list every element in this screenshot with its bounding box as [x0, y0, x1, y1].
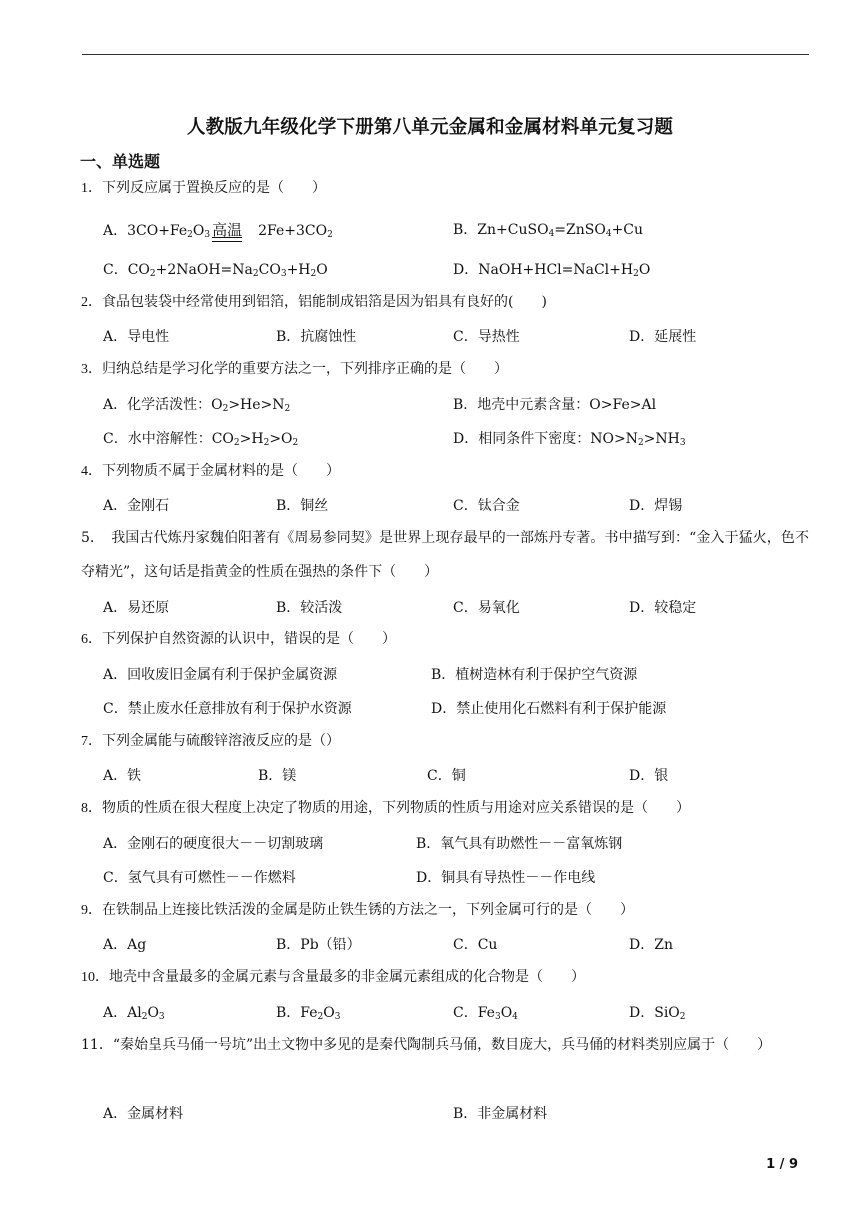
- option-4c: C．钛合金: [453, 498, 520, 514]
- option-9d: D．Zn: [629, 937, 673, 953]
- option-2b: B．抗腐蚀性: [276, 329, 357, 345]
- option-2a: A．导电性: [103, 329, 170, 345]
- option-7d: D．银: [629, 768, 669, 784]
- question-7: 7．下列金属能与硫酸锌溶液反应的是（）: [81, 733, 340, 749]
- option-10b: B．$Fe_2O_3$: [276, 1005, 341, 1022]
- option-8c: C．氢气具有可燃性－－作燃料: [103, 870, 296, 886]
- option-9c: C．Cu: [453, 937, 498, 953]
- question-10: 10．地壳中含量最多的金属元素与含量最多的非金属元素组成的化合物是（ ）: [81, 969, 585, 985]
- option-2d: D．延展性: [629, 329, 697, 345]
- page-number: 1 / 9: [766, 1157, 798, 1172]
- option-8a: A．金刚石的硬度很大－－切割玻璃: [103, 836, 324, 852]
- question-9: 9．在铁制品上连接比铁活泼的金属是防止铁生锈的方法之一，下列金属可行的是（ ）: [81, 902, 634, 918]
- option-3a: A．化学活泼性：$O_2>He>N_2$: [103, 397, 291, 414]
- reaction-condition: 高温: [212, 221, 243, 239]
- option-6c: C．禁止废水任意排放有利于保护水资源: [103, 701, 352, 717]
- header-rule: [82, 54, 809, 55]
- question-1: 1．下列反应属于置换反应的是（ ）: [81, 180, 326, 196]
- option-9b: B．Pb（铅）: [276, 937, 361, 953]
- option-5a: A．易还原: [103, 600, 170, 616]
- option-10c: C．$Fe_3O_4$: [453, 1005, 518, 1022]
- option-10a: A．$Al_2O_3$: [103, 1005, 165, 1022]
- option-9a: A．Ag: [103, 937, 147, 953]
- question-6: 6．下列保护自然资源的认识中，错误的是（ ）: [81, 631, 396, 647]
- option-7b: B．镁: [258, 768, 297, 784]
- option-11a: A．金属材料: [103, 1106, 184, 1122]
- option-3c: C．水中溶解性：$CO_2>H_2>O_2$: [103, 431, 299, 448]
- option-5d: D．较稳定: [629, 600, 697, 616]
- question-2: 2．食品包装袋中经常使用到铝箔，铝能制成铝箔是因为铝具有良好的( ): [81, 294, 547, 310]
- option-1d: D．$NaOH+HCl=NaCl+H_2O$: [453, 262, 651, 279]
- option-6b: B．植树造林有利于保护空气资源: [431, 667, 638, 683]
- option-1b: B．Zn+CuSO$_4$=ZnSO$_4$+Cu: [453, 222, 644, 239]
- option-4a: A．金刚石: [103, 498, 170, 514]
- option-10d: D．SiO$_2$: [629, 1005, 686, 1022]
- option-3b: B．地壳中元素含量：O>Fe>Al: [453, 397, 657, 413]
- question-3: 3．归纳总结是学习化学的重要方法之一，下列排序正确的是（ ）: [81, 361, 508, 377]
- option-7c: C．铜: [427, 768, 466, 784]
- option-4b: B．铜丝: [276, 498, 329, 514]
- question-8: 8．物质的性质在很大程度上决定了物质的用途，下列物质的性质与用途对应关系错误的是（ ）: [81, 800, 690, 816]
- option-8d: D．铜具有导热性－－作电线: [416, 870, 596, 886]
- option-6a: A．回收废旧金属有利于保护金属资源: [103, 667, 338, 683]
- option-6d: D．禁止使用化石燃料有利于保护能源: [431, 701, 667, 717]
- option-3d: D．相同条件下密度：$NO>N_2>NH_3$: [453, 431, 686, 448]
- question-4: 4．下列物质不属于金属材料的是（ ）: [81, 463, 340, 479]
- question-5: 5． 我国古代炼丹家魏伯阳著有《周易参同契》是世界上现存最早的一部炼丹专著。书中描写到：“金入于猛火，色不夺精光”，这句话是指黄金的性质在强热的条件下（ ）: [81, 530, 809, 580]
- section-heading: 一、单选题: [80, 152, 161, 171]
- option-5c: C．易氧化: [453, 600, 520, 616]
- option-8b: B．氧气具有助燃性－－富氧炼钢: [416, 836, 623, 852]
- option-1a: A．$3CO+Fe_2O_3$ 高温 $2Fe+3CO_2$: [103, 221, 333, 240]
- option-1c: C．$CO_2+2NaOH=Na_2CO_3+H_2O$: [103, 262, 328, 279]
- option-4d: D．焊锡: [629, 498, 683, 514]
- option-2c: C．导热性: [453, 329, 520, 345]
- option-11b: B．非金属材料: [453, 1106, 548, 1122]
- document-title: 人教版九年级化学下册第八单元金属和金属材料单元复习题: [186, 117, 674, 138]
- option-5b: B．较活泼: [276, 600, 343, 616]
- question-11: 11．“秦始皇兵马俑一号坑”出土文物中多见的是秦代陶制兵马俑，数目庞大，兵马俑的材料类别应属于（ ）: [81, 1037, 772, 1053]
- option-7a: A．铁: [103, 768, 142, 784]
